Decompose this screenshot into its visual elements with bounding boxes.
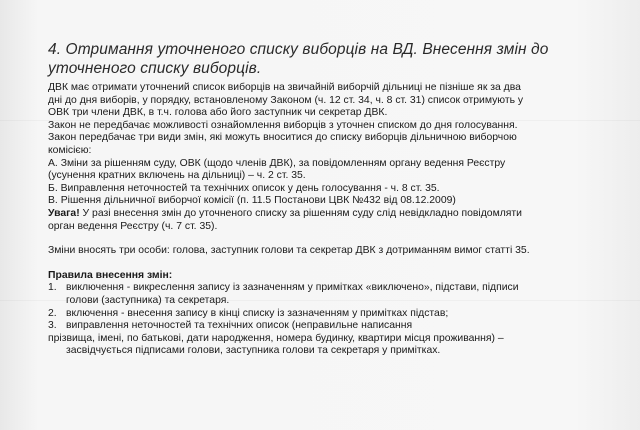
section-heading-line1: 4. Отримання уточненого списку виборців на ВД. Внесення змін до	[48, 41, 549, 58]
section-heading-line2: уточненого списку виборців.	[48, 60, 262, 77]
paragraph-4: Зміни вносять три особи: голова, заступник голови та секретар ДВК з дотриманням вимог статті 35.	[48, 245, 530, 257]
document-body	[48, 40, 618, 358]
warning-line1	[48, 208, 618, 221]
warning-text: У разі внесення змін до уточненого списку за рішенням суду слід невідкладно повідомляти	[79, 207, 522, 219]
paragraph-3-line2: комісією:	[48, 144, 92, 156]
rule-item-2	[48, 308, 618, 321]
change-type-a-line1: А. Зміни за рішенням суду, ОВК (щодо членів ДВК), за повідомленням органу ведення Реєстру	[48, 157, 506, 169]
rule-number: 1.	[48, 282, 57, 294]
warning-label: Увага!	[48, 207, 80, 219]
spacer	[48, 258, 618, 270]
rule-3-line2: прізвища, імені, по батькові, дати народження, номера будинку, квартири місця проживання) –	[48, 332, 504, 344]
rule-number: 2.	[48, 307, 57, 319]
rule-item-3	[48, 320, 618, 333]
section-heading	[48, 40, 618, 78]
change-type-b: Б. Виправлення неточностей та технічних описок у день голосування - ч. 8 ст. 35.	[48, 182, 440, 194]
change-type-a-line2: (усунення кратних включень на дільниці) – ч. 2 ст. 35.	[48, 170, 306, 182]
change-type-v: В. Рішення дільничної виборчої комісії (п. 11.5 Постанови ЦВК №432 від 08.12.2009)	[48, 195, 456, 207]
paragraph-1-line2: дні до дня виборів, у порядку, встановленому Законом (ч. 12 ст. 34, ч. 8 ст. 31) список отримують у	[48, 94, 524, 106]
paragraph-1-line1: ДВК має отримати уточнений список виборців на звичайній виборчій дільниці не пізніше як за два	[48, 82, 521, 93]
paragraph-2: Закон не передбачає можливості ознайомлення виборців з уточнен списком до дня голосування.	[48, 119, 518, 131]
paragraph-3-line1: Закон передбачає три види змін, які можуть вноситися до списку виборців дільничною виборчою	[48, 132, 517, 144]
rule-1-line1: виключення - викреслення запису із зазначенням у примітках «виключено», підстави, підписи	[66, 282, 519, 294]
rules-heading: Правила внесення змін:	[48, 269, 173, 281]
rule-3-line1: виправлення неточностей та технічних описок (неправильне написання	[66, 320, 413, 332]
rule-2-line1: включення - внесення запису в кінці списку із зазначенням у примітках підстав;	[66, 307, 449, 319]
rule-3-line3: засвідчується підписами голови, заступника голови та секретаря у примітках.	[66, 345, 441, 357]
rule-item-1	[48, 282, 618, 307]
rule-1-line2: голови (заступника) та секретаря.	[66, 294, 230, 306]
warning-line2: орган ведення Реєстру (ч. 7 ст. 35).	[48, 220, 218, 232]
spacer	[48, 233, 618, 245]
paragraph-1-line3: ОВК три члени ДВК, в т.ч. голова або його заступник чи секретар ДВК.	[48, 107, 388, 119]
rule-number: 3.	[48, 320, 57, 332]
